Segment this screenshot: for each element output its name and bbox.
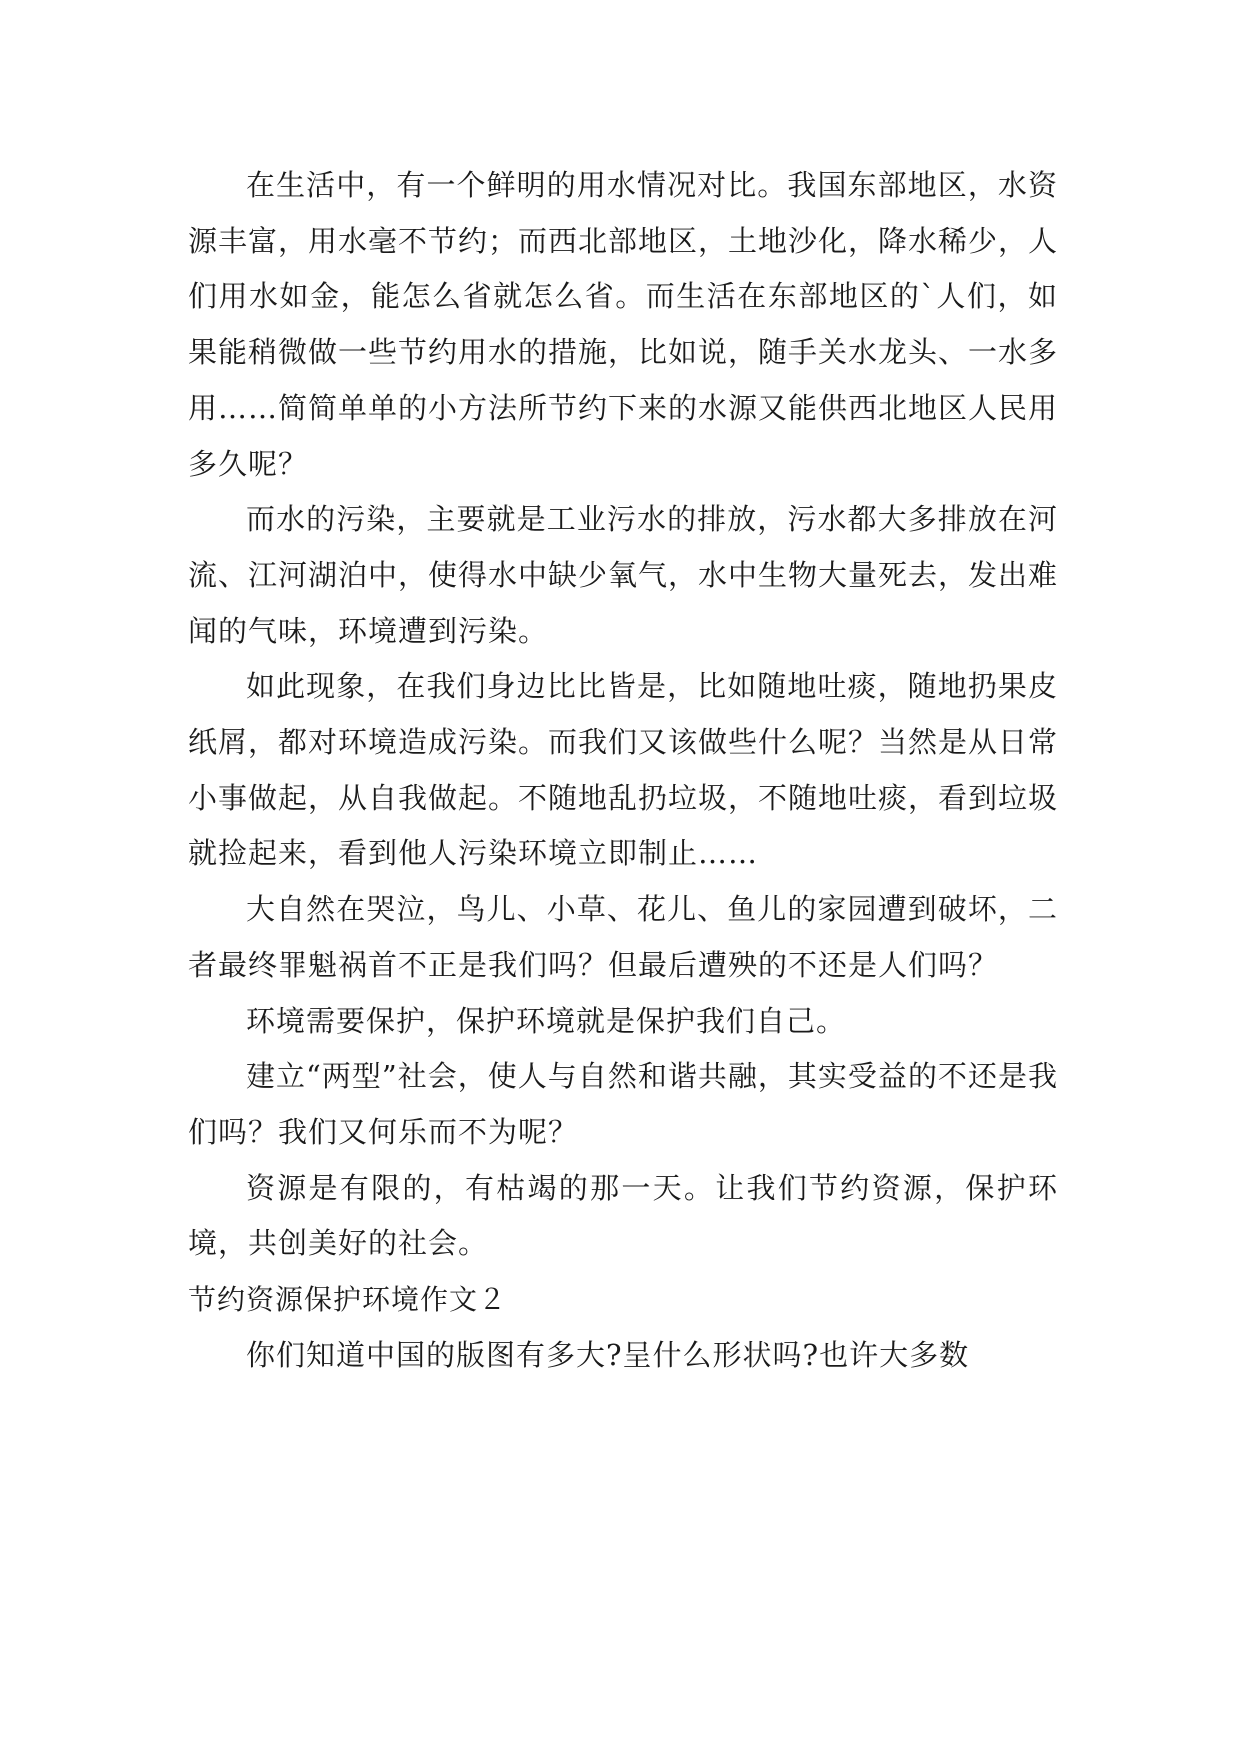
paragraph-protect-environment: 环境需要保护，保护环境就是保护我们自己。 [246,1003,847,1038]
paragraph-two-type-society: 建立“两型”社会，使人与自然和谐共融，其实受益的不还是我们吗？我们又何乐而不为呢？ [188,1059,1058,1149]
paragraph-daily-habits: 如此现象，在我们身边比比皆是，比如随地吐痰，随地扔果皮纸屑，都对环境造成污染。而我们又该做些什么呢？当然是从日常小事做起，从自我做起。不随地乱扔垃圾，不随地吐痰，看到垃圾就捡起来，看到他人污染环境立即制止…… [188,669,1059,871]
paragraph-nature-crying: 大自然在哭泣，鸟儿、小草、花儿、鱼儿的家园遭到破坏，二者最终罪魁祸首不正是我们吗？但最后遭殃的不还是人们吗？ [188,892,1058,982]
paragraph-china-map: 你们知道中国的版图有多大?呈什么形状吗?也许大多数 [246,1337,970,1372]
paragraph-water-contrast: 在生活中，有一个鲜明的用水情况对比。我国东部地区，水资源丰富，用水毫不节约；而西北部地区，土地沙化，降水稀少，人们用水如金，能怎么省就怎么省。而生活在东部地区的`人们，如果能稍微做一些节约用水的措施，比如说，随手关水龙头、一水多用……简简单单的小方法所节约下来的水源又能供西北地区人民用多久呢？ [188,168,1059,481]
document-body [188,158,1058,1383]
paragraph-water-pollution: 而水的污染，主要就是工业污水的排放，污水都大多排放在河流、江河湖泊中，使得水中缺少氧气，水中生物大量死去，发出难闻的气味，环境遭到污染。 [188,502,1059,648]
paragraph-limited-resources: 资源是有限的，有枯竭的那一天。让我们节约资源，保护环境，共创美好的社会。 [188,1170,1058,1261]
essay-heading: 节约资源保护环境作文２ [188,1283,508,1317]
